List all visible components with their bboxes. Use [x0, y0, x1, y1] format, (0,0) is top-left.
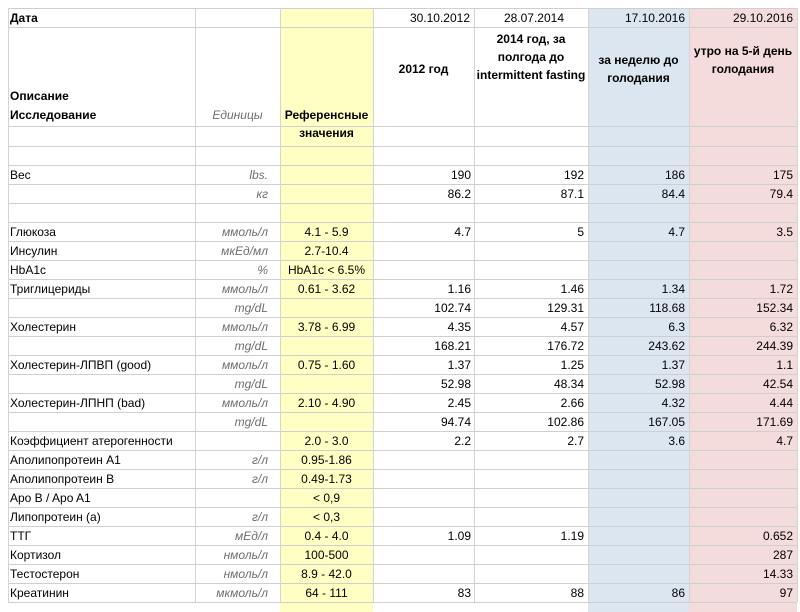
row-unit: mg/dL — [234, 339, 268, 353]
value-2014: 48.34 — [553, 377, 584, 391]
horizontal-grid-line — [8, 241, 797, 242]
row-label: Глюкоза — [10, 225, 56, 239]
horizontal-grid-line — [8, 431, 797, 432]
value-2012: 4.35 — [447, 320, 471, 334]
row-unit: lbs. — [249, 168, 268, 182]
horizontal-grid-line — [8, 146, 797, 147]
row-label: Холестерин-ЛПНП (bad) — [10, 396, 146, 410]
horizontal-grid-line — [8, 507, 797, 508]
row-label: Тестостерон — [10, 567, 80, 581]
row-reference: 2.0 - 3.0 — [304, 434, 349, 448]
value-week-before: 86 — [671, 586, 685, 600]
value-2014: 192 — [563, 168, 584, 182]
value-week-before: 52.98 — [654, 377, 685, 391]
row-unit: ммоль/л — [221, 396, 268, 410]
value-2012: 52.98 — [440, 377, 471, 391]
description-week-before: за неделю до голодания — [598, 53, 679, 85]
value-fasting: 97 — [779, 586, 793, 600]
row-label: Аполипопротеин В — [10, 472, 115, 486]
value-2012: 102.74 — [434, 301, 471, 315]
value-week-before: 6.3 — [668, 320, 685, 334]
value-fasting: 1.72 — [769, 282, 793, 296]
value-week-before: 167.05 — [648, 415, 685, 429]
row-label: Инсулин — [10, 244, 58, 258]
row-reference: 100-500 — [304, 548, 349, 562]
row-reference: 0.95-1.86 — [301, 453, 352, 467]
value-week-before: 4.32 — [661, 396, 685, 410]
horizontal-grid-line — [8, 583, 797, 584]
row-unit: нмоль/л — [223, 567, 268, 581]
value-2012: 94.74 — [440, 415, 471, 429]
value-week-before: 1.34 — [661, 282, 685, 296]
value-fasting: 1.1 — [776, 358, 793, 372]
horizontal-grid-line — [8, 298, 797, 299]
horizontal-grid-line — [8, 27, 797, 28]
horizontal-grid-line — [8, 450, 797, 451]
row-unit: mg/dL — [234, 415, 268, 429]
value-2014: 2.7 — [567, 434, 584, 448]
value-2014: 5 — [577, 225, 584, 239]
row-label: Кортизол — [10, 548, 62, 562]
value-fasting: 4.44 — [769, 396, 793, 410]
value-week-before: 84.4 — [661, 187, 685, 201]
value-fasting: 171.69 — [756, 415, 793, 429]
horizontal-grid-line — [8, 526, 797, 527]
value-2014: 129.31 — [547, 301, 584, 315]
value-2014: 87.1 — [560, 187, 584, 201]
row-unit: г/л — [251, 472, 268, 486]
row-reference: 8.9 - 42.0 — [301, 567, 352, 581]
value-fasting: 244.39 — [756, 339, 793, 353]
value-week-before: 118.68 — [649, 301, 685, 315]
value-week-before: 4.7 — [668, 225, 685, 239]
row-reference: 2.7-10.4 — [304, 244, 349, 258]
horizontal-grid-line — [8, 165, 797, 166]
description-2014: 2014 год, за полгода до intermittent fasting — [476, 32, 586, 82]
value-2014: 2.66 — [560, 396, 584, 410]
value-2014: 1.19 — [560, 529, 584, 543]
value-2014: 102.86 — [547, 415, 584, 429]
row-label: Коэффициент атерогенности — [10, 434, 173, 448]
row-unit: ммоль/л — [221, 358, 268, 372]
value-2014: 88 — [570, 586, 584, 600]
horizontal-grid-line — [8, 203, 797, 204]
value-week-before: 1.37 — [661, 358, 685, 372]
value-fasting: 287 — [772, 548, 793, 562]
value-2012: 1.16 — [447, 282, 471, 296]
units-label: Единицы — [212, 108, 263, 122]
value-2014: 1.25 — [560, 358, 584, 372]
row-unit: мЕд/л — [235, 529, 268, 543]
horizontal-grid-line — [8, 412, 797, 413]
value-2014: 1.46 — [560, 282, 584, 296]
horizontal-grid-line — [8, 317, 797, 318]
description-2012: 2012 год — [398, 62, 449, 76]
horizontal-grid-line — [8, 393, 797, 394]
row-unit: ммоль/л — [221, 225, 268, 239]
row-label: HbA1c — [10, 263, 47, 277]
description-fasting: утро на 5-й день голодания — [693, 44, 793, 76]
row-label: Аполипопротеин А1 — [10, 453, 121, 467]
description-label: Описание — [10, 89, 69, 103]
row-unit: mg/dL — [234, 377, 268, 391]
row-label: Холестерин-ЛПВП (good) — [10, 358, 152, 372]
value-fasting: 6.32 — [769, 320, 793, 334]
row-reference: 2.10 - 4.90 — [297, 396, 356, 410]
date-2014: 28.07.2014 — [503, 11, 564, 25]
row-label: Липопротеин (а) — [10, 510, 101, 524]
value-fasting: 14.33 — [762, 567, 793, 581]
horizontal-grid-line — [8, 8, 797, 9]
horizontal-grid-line — [8, 260, 797, 261]
value-fasting: 175 — [772, 168, 793, 182]
vertical-grid-line — [797, 8, 798, 602]
row-reference: 64 - 111 — [305, 586, 348, 600]
horizontal-grid-line — [8, 126, 797, 127]
value-2012: 86.2 — [447, 187, 471, 201]
value-2012: 2.2 — [454, 434, 471, 448]
value-fasting: 42.54 — [762, 377, 793, 391]
value-fasting: 0.652 — [762, 529, 793, 543]
row-reference: 4.1 - 5.9 — [304, 225, 349, 239]
value-2012: 83 — [457, 586, 471, 600]
value-week-before: 243.62 — [648, 339, 685, 353]
row-reference: HbA1c < 6.5% — [287, 263, 366, 277]
value-2012: 2.45 — [447, 396, 471, 410]
row-label: Холестерин — [10, 320, 76, 334]
value-week-before: 186 — [664, 168, 685, 182]
value-fasting: 152.34 — [756, 301, 793, 315]
row-unit: mg/dL — [234, 301, 268, 315]
row-unit: кг — [256, 187, 268, 201]
horizontal-grid-line — [8, 336, 797, 337]
horizontal-grid-line — [8, 602, 797, 603]
value-2012: 1.37 — [447, 358, 471, 372]
value-2012: 190 — [450, 168, 471, 182]
date-label: Дата — [10, 11, 38, 25]
value-fasting: 3.5 — [776, 225, 793, 239]
value-2014: 4.57 — [560, 320, 584, 334]
row-unit: г/л — [251, 510, 268, 524]
horizontal-grid-line — [8, 279, 797, 280]
date-2016-week-before: 17.10.2016 — [624, 11, 685, 25]
row-label: Вес — [10, 168, 31, 182]
row-reference: 3.78 - 6.99 — [297, 320, 356, 334]
row-label: Apo B / Apo A1 — [10, 491, 91, 505]
row-label: Креатинин — [10, 586, 69, 600]
value-fasting: 4.7 — [776, 434, 793, 448]
row-unit: ммоль/л — [221, 320, 268, 334]
row-reference: 0.49-1.73 — [301, 472, 352, 486]
horizontal-grid-line — [8, 374, 797, 375]
value-2012: 4.7 — [454, 225, 471, 239]
horizontal-grid-line — [8, 184, 797, 185]
date-2016-fasting: 29.10.2016 — [732, 11, 793, 25]
horizontal-grid-line — [8, 355, 797, 356]
row-label: Триглицериды — [10, 282, 91, 296]
horizontal-grid-line — [8, 545, 797, 546]
value-fasting: 79.4 — [769, 187, 793, 201]
row-reference: 0.4 - 4.0 — [304, 529, 349, 543]
date-2012: 30.10.2012 — [409, 11, 470, 25]
row-reference: 0.61 - 3.62 — [297, 282, 356, 296]
row-reference: < 0,9 — [312, 491, 341, 505]
value-2012: 1.09 — [447, 529, 471, 543]
vertical-grid-line — [8, 8, 9, 602]
row-label: ТТГ — [10, 529, 32, 543]
row-unit: г/л — [251, 453, 268, 467]
row-unit: ммоль/л — [221, 282, 268, 296]
horizontal-grid-line — [8, 222, 797, 223]
row-unit: нмоль/л — [223, 548, 268, 562]
horizontal-grid-line — [8, 564, 797, 565]
horizontal-grid-line — [8, 469, 797, 470]
value-2014: 176.72 — [547, 339, 584, 353]
horizontal-grid-line — [8, 488, 797, 489]
row-reference: 0.75 - 1.60 — [297, 358, 356, 372]
study-label: Исследование — [10, 108, 97, 122]
reference-label: Референсные значения — [284, 108, 369, 140]
row-unit: мкЕд/мл — [221, 244, 268, 258]
value-2012: 168.21 — [434, 339, 471, 353]
value-week-before: 3.6 — [668, 434, 685, 448]
row-unit: % — [257, 263, 268, 277]
row-reference: < 0,3 — [312, 510, 341, 524]
row-unit: мкмоль/л — [216, 586, 268, 600]
